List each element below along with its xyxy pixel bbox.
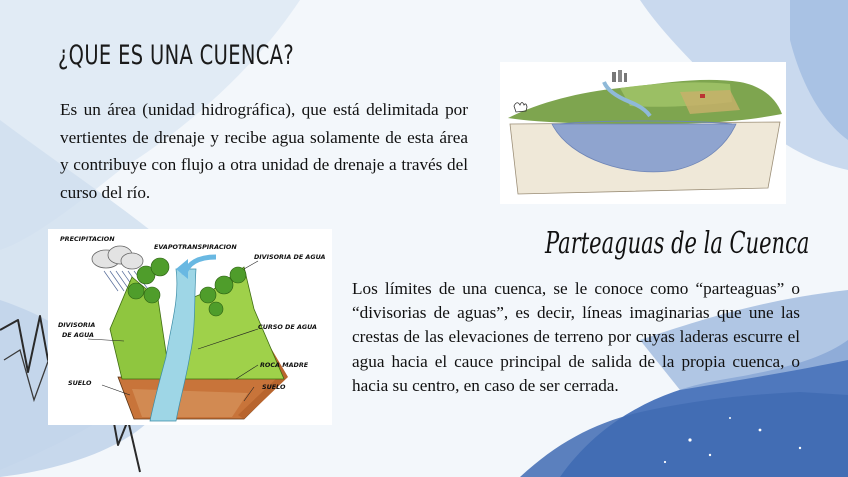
label-evapotranspiracion: EVAPOTRANSPIRACION [154,243,237,251]
label-curso: CURSO DE AGUA [258,323,317,331]
label-roca: ROCA MADRE [260,361,309,369]
label-precipitacion: PRECIPITACION [60,235,115,243]
label-suelo-right: SUELO [262,383,286,391]
label-divisoria-left-1: DIVISORIA [58,321,96,329]
label-suelo-left: SUELO [68,379,92,387]
basin-illustration [500,62,786,204]
definition-paragraph: Es un área (unidad hidrográfica), que está delimitada por vertientes de drenaje y recibe agua solamente de esta área y contribuye con flujo a otra unidad de drenaje a través del curso del río. [60,100,468,202]
parteaguas-paragraph: Los límites de una cuenca, se le conoce como “parteaguas” o “divisorias de aguas”, es decir, líneas imaginarias que une las crestas de las elevaciones de terreno por cuyas laderas escurre el agua hacia el cauce principal de salida de la propia cuenca, o hacia su centro, en caso de ser cerrada. [352,279,800,395]
label-divisoria-right: DIVISORIA DE AGUA [254,253,326,261]
watershed-diagram [48,229,332,425]
watershed-drawing [48,229,332,425]
page-title: ¿QUE ES UNA CUENCA? [58,40,295,71]
section-subtitle: Parteaguas de la Cuenca [545,226,810,261]
label-divisoria-left-2: DE AGUA [62,331,94,339]
basin-drawing [500,62,786,204]
